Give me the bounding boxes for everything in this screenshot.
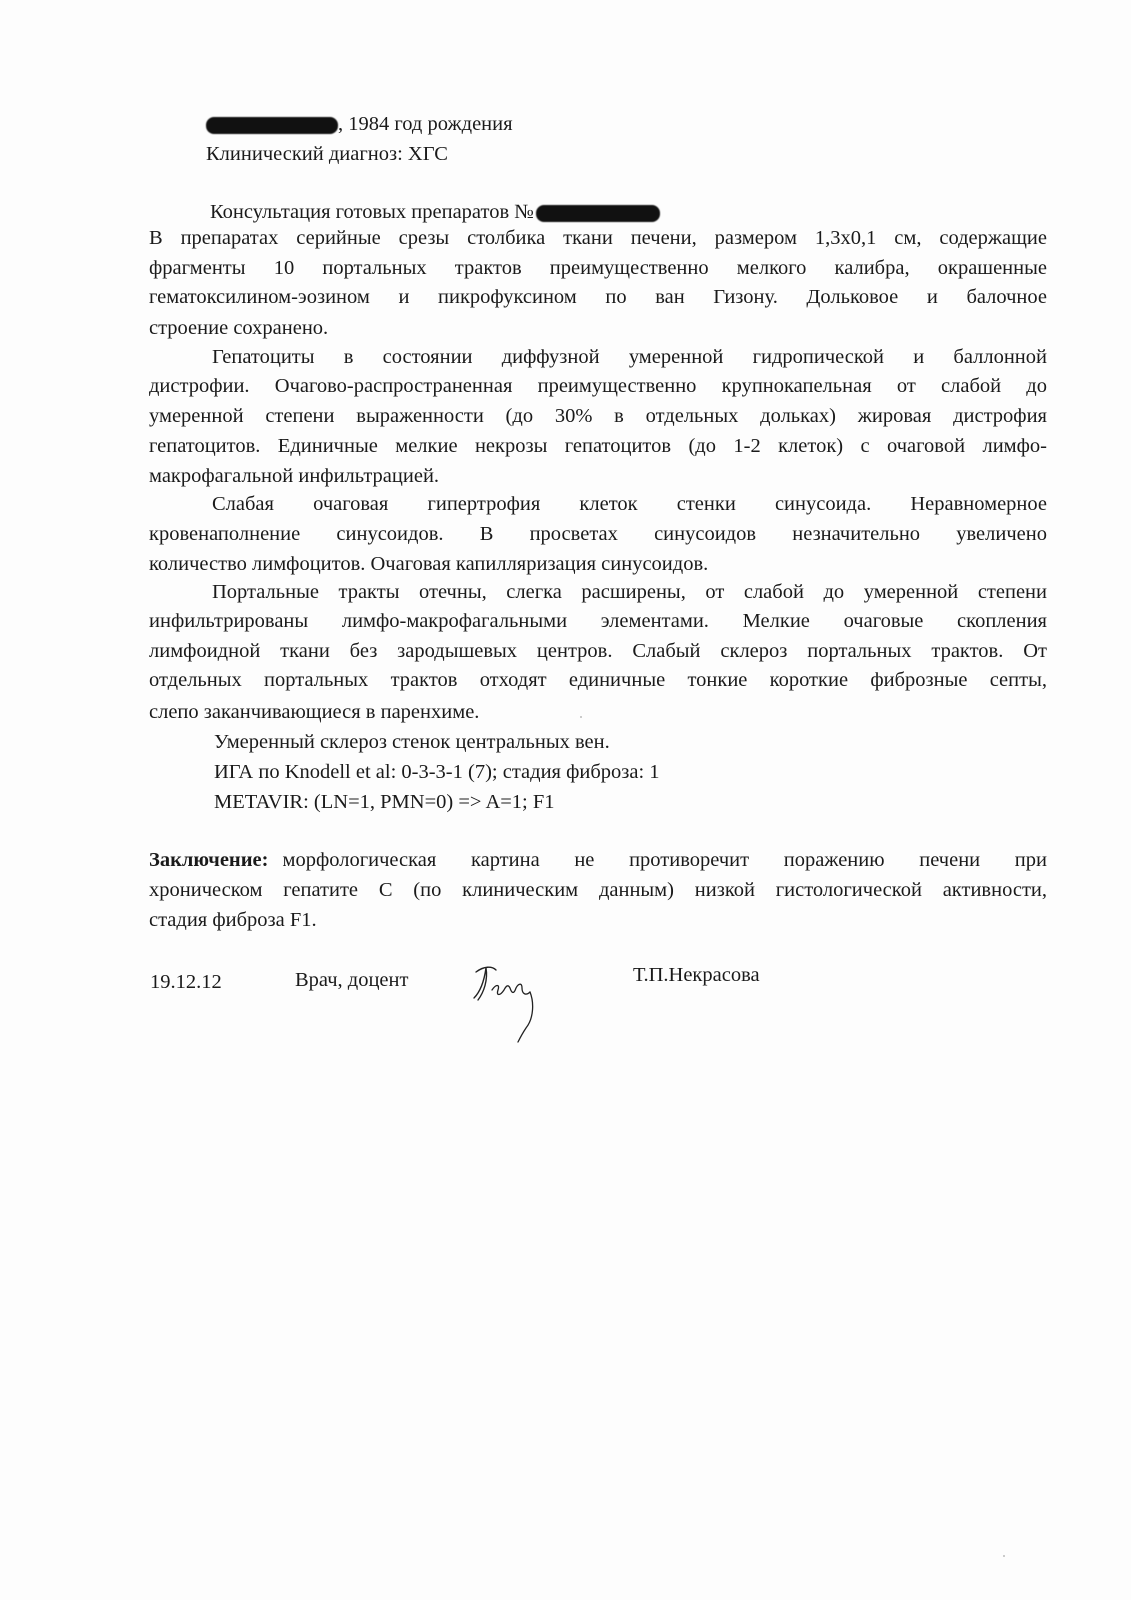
conclusion-line-3: стадия фиброза F1.: [149, 909, 317, 931]
central-veins-line: Умеренный склероз стенок центральных вен.: [214, 731, 610, 753]
paragraph-2-line-2: дистрофии. Очагово-распространенная преимущественно крупнокапельная от слабой до: [149, 375, 1047, 397]
paragraph-3-line-2: кровенаполнение синусоидов. В просветах синусоидов незначительно увеличено: [149, 523, 1047, 545]
paragraph-1-line-1: В препаратах серийные срезы столбика ткани печени, размером 1,3х0,1 см, содержащие: [149, 227, 1047, 249]
clinical-diagnosis: Клинический диагноз: ХГС: [206, 143, 448, 165]
paragraph-1-line-2: фрагменты 10 портальных трактов преимущественно мелкого калибра, окрашенные: [149, 257, 1047, 279]
redacted-number: [536, 205, 660, 222]
paragraph-2-line-3: умеренной степени выраженности (до 30% в отдельных дольках) жировая дистрофия: [149, 405, 1047, 427]
paragraph-4-line-1: Портальные тракты отечны, слегка расширены, от слабой до умеренной степени: [212, 581, 1047, 603]
consultation-title: Консультация готовых препаратов №: [210, 201, 534, 223]
paragraph-1-line-3: гематоксилином-эозином и пикрофуксином по ван Гизону. Дольковое и балочное: [149, 286, 1047, 308]
consultation-title-line: [210, 200, 660, 224]
birth-year: , 1984 год рождения: [338, 113, 513, 135]
conclusion-label: Заключение:: [149, 849, 269, 871]
signature-icon: [470, 962, 550, 1052]
doctor-position: Врач, доцент: [295, 969, 409, 991]
metavir-line: METAVIR: (LN=1, PMN=0) => A=1; F1: [214, 791, 555, 813]
paragraph-1-line-4: строение сохранено.: [149, 317, 329, 339]
conclusion-line-2: хроническом гепатите С (по клиническим данным) низкой гистологической активности,: [149, 879, 1047, 901]
knodell-line: ИГА по Knodell et al: 0-3-3-1 (7); стадия фиброза: 1: [214, 761, 660, 783]
scan-speck: [580, 716, 582, 718]
paragraph-3-line-3: количество лимфоцитов. Очаговая капилляризация синусоидов.: [149, 553, 709, 575]
scan-speck: [1003, 1555, 1005, 1557]
paragraph-2-line-5: макрофагальной инфильтрацией.: [149, 465, 440, 487]
paragraph-4-line-4: отдельных портальных трактов отходят единичные тонкие короткие фиброзные септы,: [149, 669, 1047, 691]
doctor-name: Т.П.Некрасова: [633, 964, 760, 986]
paragraph-4-line-5: слепо заканчивающиеся в паренхиме.: [149, 701, 480, 723]
paragraph-4-line-3: лимфоидной ткани без зародышевых центров. Слабый склероз портальных трактов. От: [149, 640, 1047, 662]
paragraph-2-line-1: Гепатоциты в состоянии диффузной умеренной гидропической и баллонной: [212, 346, 1047, 368]
paragraph-2-line-4: гепатоцитов. Единичные мелкие некрозы гепатоцитов (до 1-2 клеток) с очаговой лимфо-: [149, 435, 1047, 457]
redacted-name: [206, 117, 338, 134]
conclusion-text-1: морфологическая картина не противоречит поражению печени при: [282, 849, 1047, 871]
report-date: 19.12.12: [150, 971, 222, 993]
paragraph-3-line-1: Слабая очаговая гипертрофия клеток стенки синусоида. Неравномерное: [212, 493, 1047, 515]
patient-line: [206, 112, 513, 136]
conclusion-line-1: [149, 848, 1047, 872]
paragraph-4-line-2: инфильтрированы лимфо-макрофагальными элементами. Мелкие очаговые скопления: [149, 610, 1047, 632]
